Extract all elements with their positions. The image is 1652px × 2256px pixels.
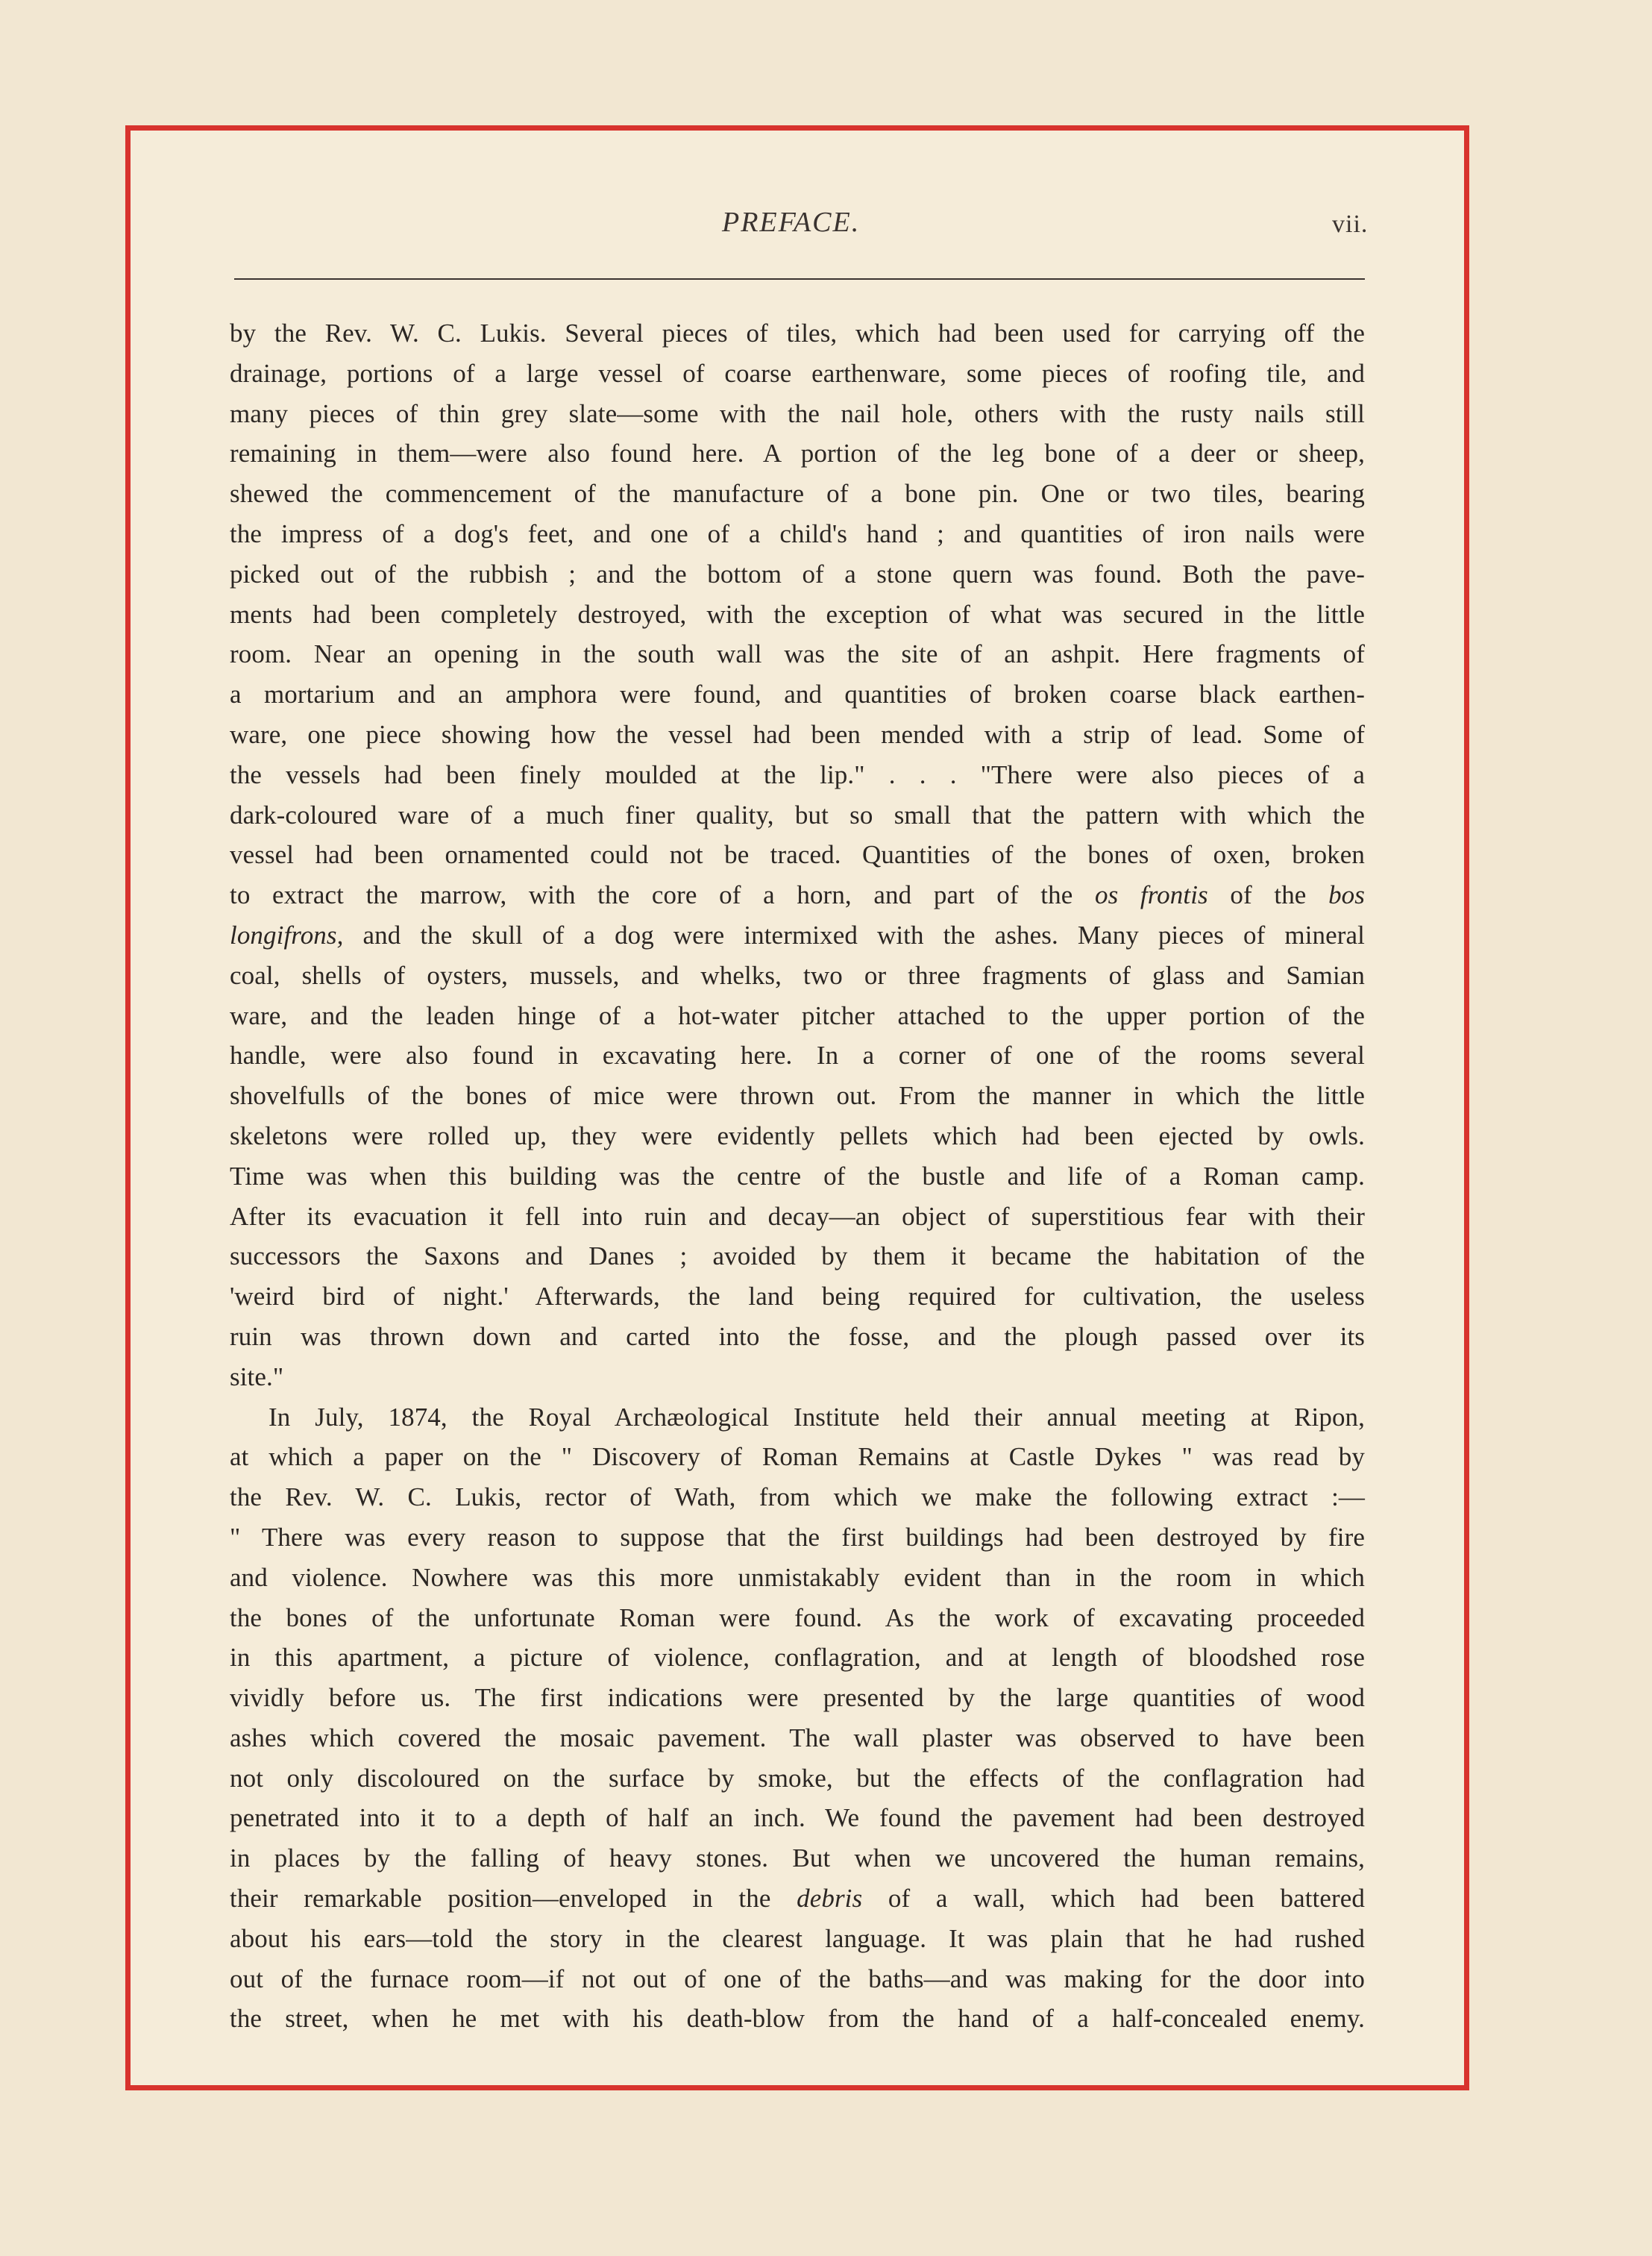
text-line: at which a paper on the " Discovery of Roman Remains at Castle Dykes " was read by [230,1442,1365,1472]
text-line: in this apartment, a picture of violence, conflagration, and at length of bloodshed rose [230,1643,1365,1673]
text-line: in places by the falling of heavy stones. But when we uncovered the human remains, [230,1843,1365,1873]
text-line [230,1879,1365,1919]
running-title: PREFACE. [722,207,861,238]
text-line: drainage, portions of a large vessel of coarse earthenware, some pieces of roofing tile, and [230,358,1365,388]
text-line: coal, shells of oysters, mussels, and whelks, two or three fragments of glass and Samian [230,960,1365,990]
italic-term: os frontis [1094,880,1208,910]
text-line: skeletons were rolled up, they were evidently pellets which had been ejected by owls. [230,1121,1365,1150]
text-line: After its evacuation it fell into ruin and decay—an object of superstitious fear with their [230,1201,1365,1231]
body-text [230,313,1365,2039]
text-line: ware, and the leaden hinge of a hot-water pitcher attached to the upper portion of the [230,1000,1365,1030]
text-line: vividly before us. The first indications were presented by the large quantities of wood [230,1683,1365,1713]
text-line: and violence. Nowhere was this more unmistakably evident than in the room in which [230,1562,1365,1592]
text-line: Time was when this building was the centre of the bustle and life of a Roman camp. [230,1161,1365,1191]
text-line: site." [230,1362,284,1391]
header-rule [234,278,1365,280]
text-line: penetrated into it to a depth of half an inch. We found the pavement had been destroyed [230,1803,1365,1833]
text-line: vessel had been ornamented could not be traced. Quantities of the bones of oxen, broken [230,840,1365,870]
text-line: the vessels had been finely moulded at the lip." . . . "There were also pieces of a [230,759,1365,789]
text-segment: their remarkable position—enveloped in the [230,1884,771,1914]
text-line: out of the furnace room—if not out of one of the baths—and was making for the door into [230,1964,1365,1993]
text-line: ware, one piece showing how the vessel had been mended with a strip of lead. Some of [230,719,1365,749]
text-segment: of the [1230,880,1307,910]
text-line: 'weird bird of night.' Afterwards, the land being required for cultivation, the useless [230,1282,1365,1312]
text-line: ments had been completely destroyed, with the exception of what was secured in the little [230,599,1365,629]
italic-term: bos [1328,880,1365,910]
text-line: about his ears—told the story in the clearest language. It was plain that he had rushed [230,1923,1365,1953]
text-segment: to extract the marrow, with the core of a horn, and part of the [230,880,1073,910]
page-number: vii. [1332,210,1369,238]
text-line: ashes which covered the mosaic pavement. The wall plaster was observed to have been [230,1723,1365,1752]
text-line: the street, when he met with his death-blow from the hand of a half-concealed enemy. [230,2004,1365,2034]
text-line [230,915,1365,956]
text-line: the Rev. W. C. Lukis, rector of Wath, from which we make the following extract :— [230,1482,1365,1512]
text-segment: of a wall, which had been battered [888,1884,1365,1914]
text-line: dark-coloured ware of a much finer quality, but so small that the pattern with which the [230,800,1365,830]
text-line: shewed the commencement of the manufacture of a bone pin. One or two tiles, bearing [230,479,1365,509]
text-line: not only discoloured on the surface by smoke, but the effects of the conflagration had [230,1763,1365,1793]
text-line: picked out of the rubbish ; and the bottom of a stone quern was found. Both the pave- [230,559,1365,589]
italic-term: debris [797,1884,863,1914]
text-line: many pieces of thin grey slate—some with the nail hole, others with the rusty nails still [230,398,1365,428]
text-line: In July, 1874, the Royal Archæological Institute held their annual meeting at Ripon, [268,1402,1365,1432]
text-line: handle, were also found in excavating here. In a corner of one of the rooms several [230,1041,1365,1071]
italic-term: longifrons, [230,920,344,950]
text-line: the bones of the unfortunate Roman were found. As the work of excavating proceeded [230,1602,1365,1632]
text-line: shovelfulls of the bones of mice were thrown out. From the manner in which the little [230,1081,1365,1111]
text-line: room. Near an opening in the south wall was the site of an ashpit. Here fragments of [230,639,1365,669]
text-line: a mortarium and an amphora were found, and quantities of broken coarse black earthen- [230,680,1365,709]
text-line: successors the Saxons and Danes ; avoided by them it became the habitation of the [230,1241,1365,1271]
text-line: by the Rev. W. C. Lukis. Several pieces of tiles, which had been used for carrying off the [230,319,1365,348]
text-segment: and the skull of a dog were intermixed with the ashes. Many pieces of mineral [362,920,1365,950]
text-line: " There was every reason to suppose that the first buildings had been destroyed by fire [230,1522,1365,1552]
text-line: the impress of a dog's feet, and one of a child's hand ; and quantities of iron nails were [230,518,1365,548]
text-line [230,875,1365,915]
text-line: remaining in them—were also found here. A portion of the leg bone of a deer or sheep, [230,439,1365,469]
text-line: ruin was thrown down and carted into the fosse, and the plough passed over its [230,1321,1365,1351]
